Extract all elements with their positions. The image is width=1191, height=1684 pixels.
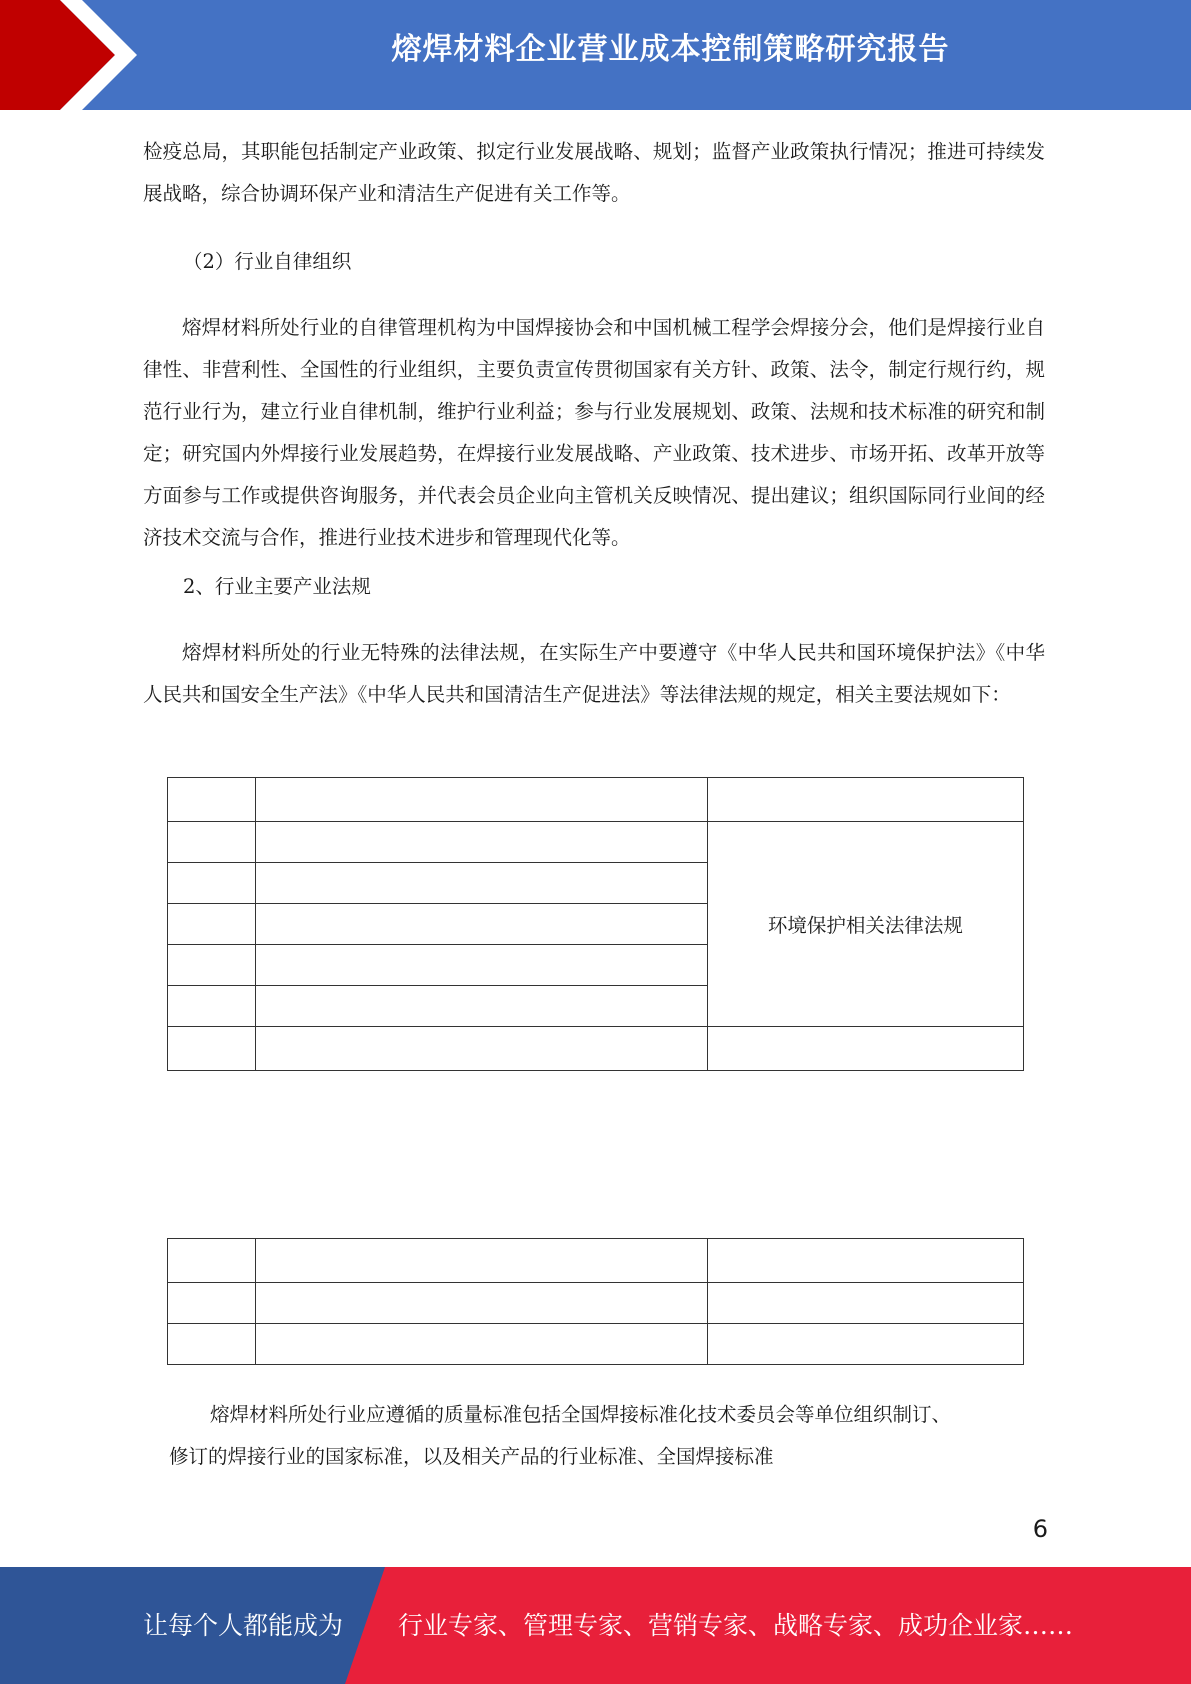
paragraph-standards-line1: 熔焊材料所处行业应遵循的质量标准包括全国焊接标准化技术委员会等单位组织制订、 (210, 1403, 952, 1426)
header-chevron-icon (0, 0, 160, 110)
table-row (168, 1283, 1024, 1324)
standards-table (167, 1238, 1024, 1365)
page-number: 6 (1032, 1515, 1048, 1543)
section-heading-self-regulation: （2）行业自律组织 (183, 250, 352, 273)
footer-slogan-right: 行业专家、管理专家、营销专家、战略专家、成功企业家…… (398, 1611, 1074, 1640)
paragraph-standards-line2: 修订的焊接行业的国家标准，以及相关产品的行业标准、全国焊接标准 (169, 1445, 774, 1468)
section-heading-regulations: 2、行业主要产业法规 (183, 575, 371, 598)
footer-slogan-left: 让每个人都能成为 (143, 1611, 344, 1640)
paragraph-regulations: 熔焊材料所处的行业无特殊的法律法规，在实际生产中要遵守《中华人民共和国环境保护法》《中华人民共和国安全生产法》《中华人民共和国清洁生产促进法》等法律法规的规定，相关主要法规如下： (143, 641, 1045, 706)
table-row (168, 778, 1024, 822)
regulations-table (167, 777, 1024, 1071)
table-row (168, 822, 1024, 863)
paragraph-intro: 检疫总局，其职能包括制定产业政策、拟定行业发展战略、规划；监督产业政策执行情况；推进可持续发展战略，综合协调环保产业和清洁生产促进有关工作等。 (143, 140, 1045, 205)
table-row (168, 1027, 1024, 1071)
report-title: 熔焊材料企业营业成本控制策略研究报告 (391, 32, 950, 67)
table-row (168, 1324, 1024, 1365)
table-row (168, 1239, 1024, 1283)
paragraph-self-regulation: 熔焊材料所处行业的自律管理机构为中国焊接协会和中国机械工程学会焊接分会，他们是焊接行业自律性、非营利性、全国性的行业组织，主要负责宣传贯彻国家有关方针、政策、法令，制定行规行约，规范行业行为，建立行业自律机制，维护行业利益；参与行业发展规划、政策、法规和技术标准的研究和制定；研究国内外焊接行业发展趋势，在焊接行业发展战略、产业政策、技术进步、市场开拓、改革开放等方面参与工作或提供咨询服务，并代表会员企业向主管机关反映情况、提出建议；组织国际同行业间的经济技术交流与合作，推进行业技术进步和管理现代化等。 (143, 316, 1045, 549)
paragraph-standards-truncated (143, 1394, 1045, 1468)
page-footer (0, 1567, 1191, 1684)
merged-cell-environment-laws: 环境保护相关法律法规 (707, 822, 1023, 1027)
page-header (0, 0, 1191, 110)
